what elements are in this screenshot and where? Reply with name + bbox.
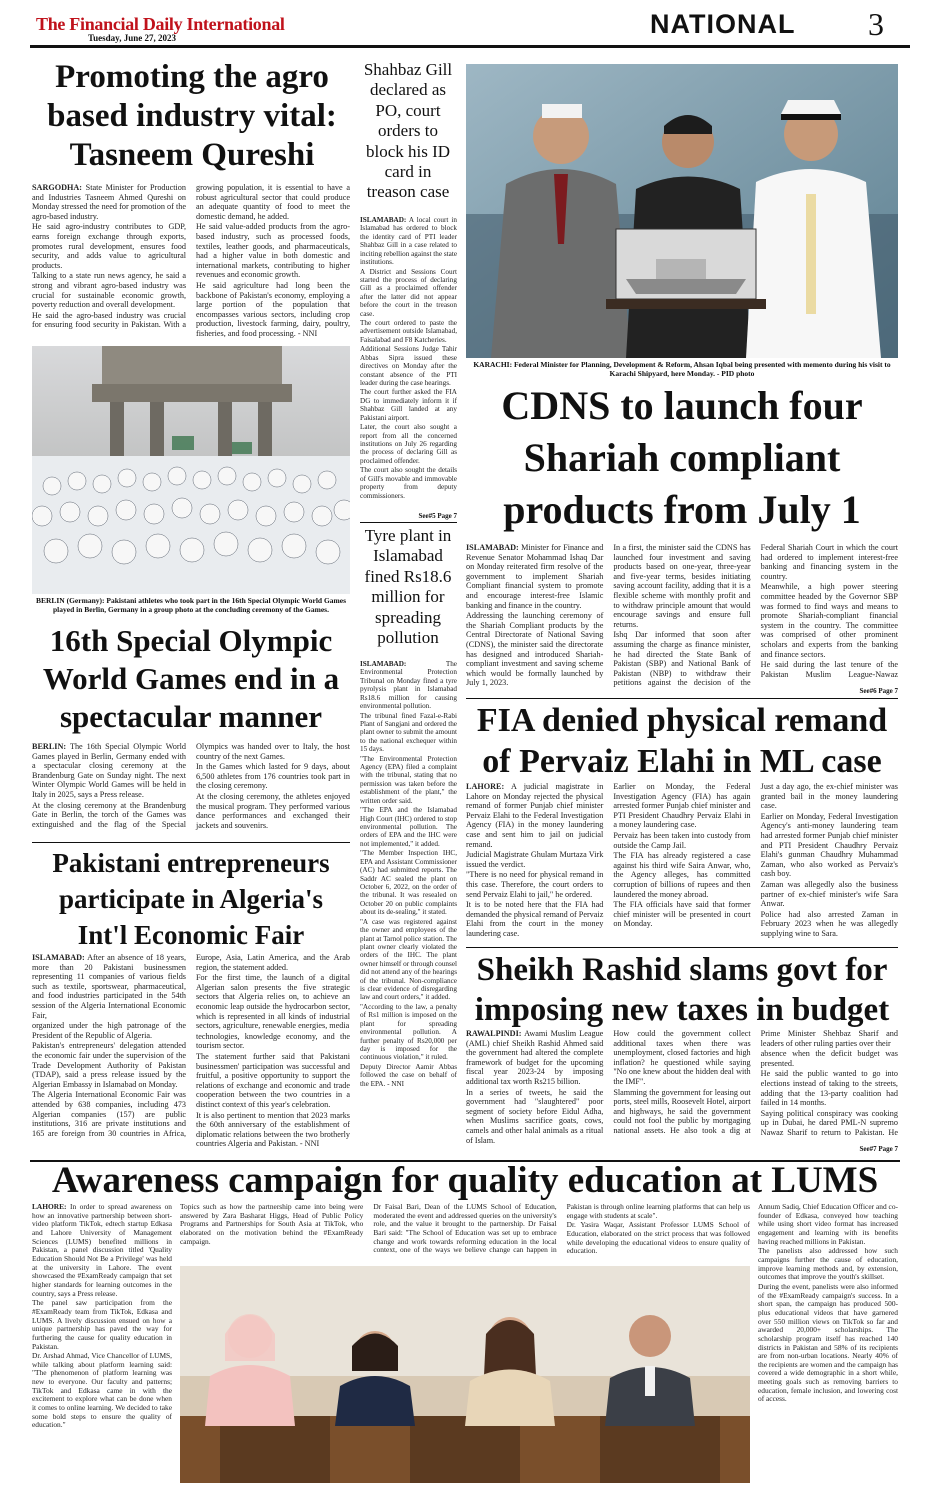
tyre-paragraph: "The EPA and the Islamabad High Court (IHC) ordered to stop environmental pollution. The orders of EPA and the IHC were not implemented," it added. <box>360 806 457 848</box>
cdns-paragraph: He said during the last tenure of the Pakistan Muslim League-Nawaz <box>760 660 898 679</box>
agro-paragraph: He said the agro-based industry was crucial for ensuring food security in Pakistan. With a growing population, it is essential to have a robust agricultural sector that could produce an adequate quantity of food to meet the domestic demand, he added. <box>32 183 350 330</box>
tyre-paragraph: The Environmental Protection Tribunal on Monday fined a tyre pyrolysis plant in Islamabad Rs18.6 million for causing environmental pollution. <box>360 660 457 711</box>
lums-paragraph: Topics such as how the partnership came into being were answered by Zara Basharat Higgs, Head of Public Policy Programs and Partnerships for South Asia at TikTok, who elaborated on the motivation behind the #ExamReady campaign. <box>180 1203 364 1246</box>
fia-paragraph: Just a day ago, the ex-chief minister was granted bail in the money laundering case. <box>760 782 898 811</box>
agro-paragraph: He said value-added products from the agro-based industry, such as processed foods, textiles, leather goods, and pharmaceuticals, had a higher value in both domestic and international markets, contributing to higher revenues and economic growth. <box>196 222 350 280</box>
tyre-paragraph: "According to the law, a penalty of Rs1 million is imposed on the plant for spreading environmental pollution. A further penalty of Rs20,000 per day is imposed for the continuous violation," it ruled. <box>360 1002 457 1062</box>
algeria-paragraph: It is also pertinent to mention that 2023 marks the 60th anniversary of the establishment of diplomatic relations between the two brotherly countries Algeria and Pakistan. - NNI <box>196 1110 350 1149</box>
algeria-headline: Pakistani entrepreneurs participate in Algeria's Int'l Economic Fair <box>52 848 330 950</box>
olympic-paragraph: At the closing ceremony at the Brandenburg Gate in Berlin, the torch of the Games was extinguished and the flag of the Special Olympics was handed over to Italy, the host country of the next Games. <box>32 742 350 829</box>
gill-paragraph: A local court in Islamabad has ordered to block the identity card of PTI leader Shahbaz Gill in a case related to inciting rebellion against the state institutions. <box>360 216 457 267</box>
gill-paragraph: Later, the court also sought a report from all the concerned institutions on July 26 regarding the process of declaring Gill as proclaimed offender. <box>360 423 457 465</box>
cdns-continued: See#6 Page 7 <box>859 687 898 695</box>
fia-paragraph: It is to be noted here that the FIA had demanded the physical remand of Pervaiz Elahi from the court in the money laundering case. <box>466 900 604 938</box>
olympic-paragraph: At the closing ceremony, the athletes enjoyed the musical program. They performed various dance performances and exchanged their jackets and souvenirs. <box>196 791 350 830</box>
gill-paragraph: The court further asked the FIA DG to immediately inform it if Shahbaz Gill landed at any Pakistani airport. <box>360 388 457 422</box>
gill-paragraph: A District and Sessions Court started the process of declaring Gill as a proclaimed offender after the latter did not appear before the court in the treason case. <box>360 267 457 318</box>
algeria-dateline: ISLAMABAD: <box>32 953 85 962</box>
gill-dateline: ISLAMABAD: <box>360 216 407 224</box>
olympic-paragraph: In the Games which lasted for 9 days, about 6,500 athletes from 176 countries took part in the closing ceremony. <box>196 762 350 791</box>
rashid-article <box>466 1029 898 1147</box>
rashid-paragraph: How could the government collect additional taxes when there was unemployment, closed factories and high inflation? he questioned while saying "No one knew about the hidden deal with the IMF". <box>613 1029 751 1086</box>
rashid-dateline: RAWALPINDI: <box>466 1029 522 1038</box>
olympic-headline: 16th Special Olympic World Games end in a spectacular manner <box>42 623 340 734</box>
lums-top-article <box>180 1203 750 1263</box>
algeria-paragraph: technologies, knowledge economy, and the tourism sector. <box>196 1031 350 1051</box>
agro-paragraph: Talking to a state run news agency, he said a strong and vibrant agro-based industry was crucial for sustainable economic growth, poverty reduction and overall development. <box>32 271 186 310</box>
tyre-paragraph: "The Member Inspection IHC, EPA and Assistant Commissioner (AC) had submitted reports. The Saddr AC sealed the plant on October 6, 2022, on the order of the tribunal. It was resealed on October 20 on public complaints about its de-sealing," it stated. <box>360 849 457 917</box>
lums-paragraph: The panelists also addressed how such campaigns further the cause of education, improve learning methods and, by extension, outcomes that improve the youth's skillset. <box>758 1246 898 1282</box>
fia-headline: FIA denied physical remand of Pervaiz Elahi in ML case <box>476 702 888 780</box>
masthead-paper-name: The Financial Daily International <box>36 14 285 34</box>
cdns-dateline: ISLAMABAD: <box>466 543 519 552</box>
fia-paragraph: Pervaiz has been taken into custody from outside the Camp Jail. <box>613 830 751 850</box>
gill-paragraph: The court ordered to paste the advertisement outside Islamabad, Faisalabad and F8 Katcheries. <box>360 319 457 344</box>
fia-paragraph: Earlier on Monday, Federal Investigation Agency's anti-money laundering team had arrested former Punjab chief minister and PTI President Chaudhry Pervaiz Elahi's gunman Chaudhry Muhammad Zaman, who also worked as Pervaiz's cash boy. <box>760 811 898 879</box>
olympic-paragraph: The 16th Special Olympic World Games played in Berlin, Germany ended with a spectacular closing ceremony at the Brandenburg Gate on Sunday night. The next Winter Olympic World Games will be held in Italy in 2025, says a Press release. <box>32 742 186 799</box>
masthead-date: Tuesday, June 27, 2023 <box>88 33 176 43</box>
rashid-paragraph: absence when the deficit budget was presented. <box>760 1049 898 1068</box>
fia-paragraph: Judicial Magistrate Ghulam Murtaza Virk issued the verdict. <box>466 850 604 869</box>
fia-article <box>466 782 898 942</box>
lums-paragraph: Dr. Arshad Ahmad, Vice Chancellor of LUMS, while talking about platform learning said: "The phenomenon of platform learning was new to everyone. Our faculty and patterns; TikTok and Edkasa came in with the excitement to explore what can be done when it comes to online learning. We decided to take some bold steps to ensure the quality of education." <box>32 1351 172 1430</box>
tyre-paragraph: Deputy Director Aamir Abbas followed the case on behalf of the EPA. - NNI <box>360 1062 457 1088</box>
gill-article <box>360 216 457 512</box>
agro-paragraph: He said agriculture had long been the backbone of Pakistan's economy, employing a large portion of the population that encompasses various sectors, including crop production, livestock farming, dairy, poultry, fisheries, and food processing. - NNI <box>196 280 350 338</box>
agro-dateline: SARGODHA: <box>32 183 83 192</box>
tyre-dateline: ISLAMABAD: <box>360 660 407 668</box>
berlin-caption: BERLIN (Germany): Pakistani athletes who took part in the 16th Special Olympic World Games played in Berlin, Germany in a group photo at the concluding ceremony of the Games. <box>35 596 347 614</box>
agro-article <box>32 183 350 339</box>
tyre-paragraph: "A case was registered against the owner and employees of the plant at Tarnol police station. The plant owner clearly violated the orders of the IHC. The plant owner himself or through counsel did not attend any of the hearings of the tribunal. Non-compliance is clear evidence of disregarding law and court orders," it added. <box>360 917 457 1002</box>
algeria-paragraph: After an absence of 18 years, more than 20 Pakistani businessmen representing 11 companies of various fields such as textile, sportswear, pharmaceutical, and food industries participated in the 54th session of the Algeria International Economic Fair, <box>32 953 186 1020</box>
rashid-paragraph: Slamming the government for leasing out ports, steel mills, Roosevelt Hotel, airport and highways, he said the government could not fool the public by mortgaging national assets. He also took a dig at Prime Minister Shehbaz Sharif and leaders of other ruling parties over their <box>613 1029 898 1135</box>
cdns-headline: CDNS to launch four Shariah compliant products from July 1 <box>501 383 863 532</box>
gill-paragraph: The court also sought the details of Gill's movable and immovable property from deputy commissioners. <box>360 466 457 500</box>
tyre-paragraph: The tribunal fined Fazal-e-Rabi Plant of Sangjani and ordered the plant owner to submit the amount to the national exchequer within 15 days. <box>360 711 457 754</box>
gill-continued: See#5 Page 7 <box>418 512 457 520</box>
tyre-paragraph: "The Environmental Protection Agency (EPA) filed a complaint with the tribunal, stating that no permission was taken before the establishment of the plant," the written order said. <box>360 754 457 805</box>
lums-paragraph: During the event, panelists were also informed of the #ExamReady campaign's success. In a short span, the campaign has produced 500-plus educational videos that have garnered over 550 million views on TikTok so far and awarded 20,000+ scholarships. The scholarship program itself has reached 140 districts in Pakistan and 58% of its recipients are from non-urban locations. Nearly 40% of the recipients are women and the campaign has covered a wide demographic in a short while, meeting goals such as removing barriers to education, female inclusion, and lowering cost of access. <box>758 1281 898 1404</box>
masthead-rule <box>30 45 910 48</box>
fia-paragraph: The FIA has already registered a case against his third wife Saira Anwar, who, the Agency alleges, has committed corruption of billions of rupees and then laundered the money abroad. <box>613 851 751 899</box>
lums-paragraph: Dr Faisal Bari, Dean of the LUMS School of Education, moderated the event and addressed queries on the university's role, and the value it brought to the partnership. Dr Faisal Bari said: "The School of Education was set up to embrace change and work towards reforming education in the local context, one of the ways we believe change can happen in Pakistan is through online learning platforms that can help us engage with students at scale". <box>373 1203 750 1255</box>
cdns-paragraph: Meanwhile, a high power steering committee headed by the Governor SBP was formed to find ways and means to promote Shariah-compliant financial system in the country. The committee was comprised of other prominent scholars and experts from the banking and finance sectors. <box>760 582 898 659</box>
rashid-paragraph: In a series of tweets, he said the government had "slaughtered" poor segment of society before Eidul Adha, when Muslims sacrifice goats, cows, camels and other halal animals as a ritual of Islam. <box>466 1087 604 1145</box>
fia-paragraph: Police had also arrested Zaman in February 2023 when he was allegedly supplying wine to Sara. <box>760 909 898 938</box>
gill-headline: Shahbaz Gill declared as PO, court orders to block his ID card in treason case <box>363 60 453 202</box>
cdns-article <box>466 543 898 693</box>
tyre-article <box>360 660 457 1156</box>
agro-paragraph: State Minister for Production and Industries Tasneem Ahmed Qureshi on Monday stressed the need for promotion of the agro-based industry. <box>32 183 186 221</box>
algeria-paragraph: organized under the high patronage of the President of the Republic of Algeria. <box>32 1021 186 1040</box>
lums-paragraph: The panel saw participation from the #ExamReady team from TikTok, Edkasa and LUMS. A lively discussion ensued on how a unique partnership has paved the way for furthering the cause for quality education in Pakistan. <box>32 1298 172 1351</box>
algeria-paragraph: For the first time, the launch of a digital Algerian salon presents the five strategic sectors that Algeria relies on, to achieve an economic leap outside the hydrocarbon sector, which is represented in all kinds of industrial sectors, agriculture, renewable energies, media <box>196 973 350 1031</box>
divider <box>466 947 898 948</box>
lums-left-article <box>32 1203 172 1483</box>
lums-paragraph: Dr. Yasira Waqar, Assistant Professor LUMS School of Education, elaborated on the strict process that was followed while developing the educational videos to ensure quality of education. <box>566 1220 750 1256</box>
rashid-paragraph: He said the public wanted to go into elections instead of taking to the streets, adding that the 13-party coalition had failed in 14 months. <box>760 1069 898 1108</box>
lums-right-article <box>758 1203 898 1483</box>
rashid-paragraph: Awami Muslim League (AML) chief Sheikh Rashid Ahmed said the government had altered the complete framework of budget for the upcoming fiscal year 2023-24 by imposing additional tax worth Rs215 billion. <box>466 1029 604 1086</box>
agro-headline: Promoting the agro based industry vital: Tasneem Qureshi <box>47 59 337 173</box>
lums-headline: Awareness campaign for quality education at LUMS <box>51 1160 879 1201</box>
lums-photo <box>180 1266 750 1483</box>
lums-paragraph: Annum Sadiq, Chief Education Officer and co-founder of Edkasa, conveyed how teaching while using short video format has increased engagement and learning with its benefits having reached millions in Pakistan. <box>758 1203 898 1246</box>
cdns-paragraph: In a first, the minister said the CDNS has launched four investment and saving products based on one-year, three-year and five-year terms, besides initiating saving account facility, adding that it is a flexible scheme with monthly profit and to withdraw principle amount that would encourage savings and ensure full returns. <box>613 543 751 629</box>
tyre-headline: Tyre plant in Islamabad fined Rs18.6 million for spreading pollution <box>364 526 452 647</box>
cdns-paragraph: Addressing the launching ceremony of the Shariah Compliant products by the Central Directorate of National Saving (CDNS), the minister said the directorate has designed and introduced Shariah-compliant investment and saving scheme which would be formally launched by July 1, 2023. <box>466 611 604 688</box>
fia-paragraph: The FIA officials have said that former chief minister will be presented in court on Monday. <box>613 900 751 929</box>
rashid-continued: See#7 Page 7 <box>859 1145 898 1153</box>
gill-paragraph: Additional Sessions Judge Tahir Abbas Sipra issued these directives on Monday after the constant absence of the PTI leader during the case hearings. <box>360 345 457 388</box>
fia-paragraph: Zaman was allegedly also the business partner of ex-chief minister's wife Sara Anwar. <box>760 879 898 909</box>
fia-paragraph: A judicial magistrate in Lahore on Monday rejected the physical remand of former Punjab chief minister Pervaiz Elahi to the Federal Investigation Agency (FIA) in the money laundering case and sent him to jail on judicial remand. <box>466 782 604 849</box>
page-number: 3 <box>868 6 884 42</box>
olympic-dateline: BERLIN: <box>32 742 67 751</box>
berlin-photo <box>32 346 350 594</box>
divider <box>32 842 350 843</box>
lums-paragraph: In order to spread awareness on how an innovative partnership between short-video platform TikTok, edtech startup Edkasa and Lahore University of Management Sciences (LUMS) benefited millions in Pakistan, a panel discussion titled 'Quality Education Should Not Be a Privilege' was held at the university in Lahore. The event showcased the #ExamReady campaign that set higher standards for learning outcomes in the country, says a Press release. <box>32 1203 172 1298</box>
lums-dateline: LAHORE: <box>32 1203 67 1211</box>
fia-dateline: LAHORE: <box>466 782 505 791</box>
fia-paragraph: Earlier on Monday, the Federal Investigation Agency (FIA) has again arrested former Punjab chief minister and PTI President Chaudhry Pervaiz Elahi in a money laundering case. <box>613 782 751 830</box>
algeria-article <box>32 953 350 1156</box>
algeria-paragraph: Pakistan's entrepreneurs' delegation attended the economic fair under the supervision of the Trade Development Authority of Pakistan (TDAP), said a press release issued by the Algerian Embassy in Islamabad on Monday. <box>32 1041 186 1089</box>
rashid-paragraph: Saying political conspiracy was cooking up in Dubai, he dared PML-N supremo Nawaz Sharif to return to Pakistan. He <box>760 1108 898 1137</box>
karachi-photo <box>466 64 898 358</box>
agro-paragraph: He said agro-industry contributes to GDP, earns foreign exchange through exports, promotes rural development, ensures food security, and adds value to agricultural products. <box>32 222 186 270</box>
cdns-paragraph: Ishq Dar informed that soon after assuming the charge as finance minister, he had directed the State Bank of Pakistan (SBP) and National Bank of Pakistan (NBP) to withdraw their petitions against the decision of the Federal Shariah Court in which the court had ordered to implement interest-free banking and financing system in the country. <box>613 543 898 688</box>
divider <box>466 698 898 699</box>
algeria-paragraph: The Algeria International Economic Fair was attended by 638 companies, including 473 Algerian companies (157) are public institutions, 316 are private institutions and 165 are foreign from 30 countries in Africa, Europe, Asia, Latin America, and the Arab region, the statement added. <box>32 953 350 1138</box>
cdns-paragraph: Minister for Finance and Revenue Senator Mohammad Ishaq Dar on Monday reiterated firm resolve of the government to implement Shariah Compliant financial system to promote and encourage interest-free Islamic banking and finance in the country. <box>466 543 604 610</box>
olympic-article <box>32 742 350 838</box>
divider <box>360 522 457 523</box>
rashid-headline: Sheikh Rashid slams govt for imposing new taxes in budget <box>474 952 890 1029</box>
section-title: NATIONAL <box>650 9 796 39</box>
algeria-paragraph: The statement further said that Pakistani businessmen' participation was successful and fruitful, a positive opportunity to support the relations of exchange and economic and trade cooperation between the two countries in a distinct context of this year's celebration. <box>196 1051 350 1109</box>
karachi-caption: KARACHI: Federal Minister for Planning, Development & Reform, Ahsan Iqbal being presented with memento during his visit to Karachi Shipyard, here Monday. - PID photo <box>473 360 891 378</box>
fia-paragraph: "There is no need for physical remand in this case. Therefore, the court orders to send Pervaiz Elahi to jail," he ordered. <box>466 870 604 899</box>
